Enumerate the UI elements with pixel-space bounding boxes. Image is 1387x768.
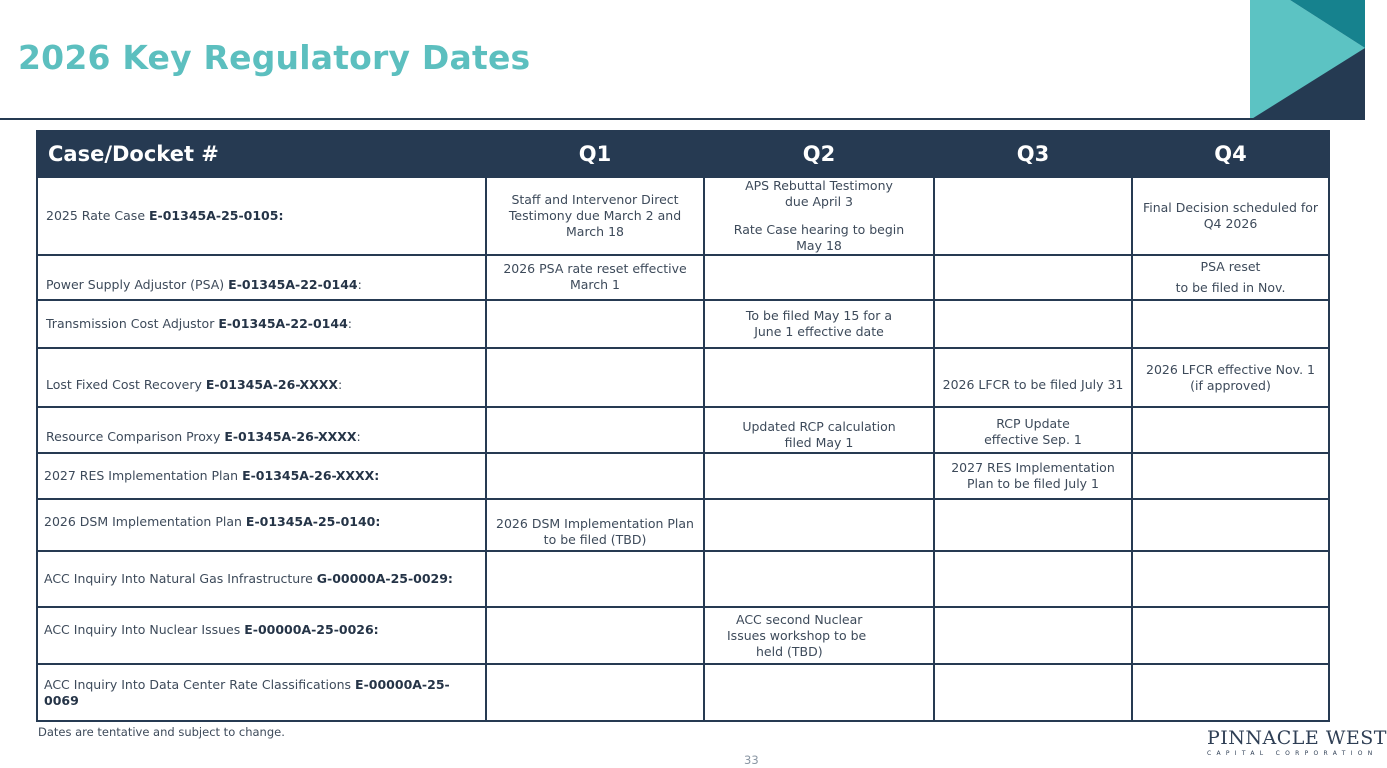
table-header-row xyxy=(37,131,1329,177)
header-q1: Q1 xyxy=(486,131,704,177)
docket-suffix: : xyxy=(338,376,343,392)
q2-cell xyxy=(704,607,934,664)
logo-wordmark: PINNACLE WEST xyxy=(1207,727,1387,749)
case-cell xyxy=(37,255,486,300)
docket-number-part1: E-00000A-25- xyxy=(355,676,450,692)
q3-cell xyxy=(934,255,1132,300)
table-row xyxy=(37,499,1329,551)
cell-text: Updated RCP calculation xyxy=(742,419,896,434)
q1-cell xyxy=(486,499,704,551)
q4-cell xyxy=(1132,499,1329,551)
docket-number: E-01345A-26-XXXX xyxy=(205,376,339,392)
cell-text: due April 3 xyxy=(784,194,854,209)
q2-cell xyxy=(704,177,934,255)
q4-cell xyxy=(1132,255,1329,300)
cell-text: ACC second Nuclear xyxy=(736,611,863,627)
q1-cell xyxy=(486,453,704,499)
logo-subtitle: CAPITAL CORPORATION xyxy=(1207,750,1378,757)
q2-cell xyxy=(704,348,934,407)
docket-number: E-01345A-25-0140: xyxy=(245,514,381,529)
cell-text: June 1 effective date xyxy=(754,324,884,339)
q4-cell xyxy=(1132,453,1329,499)
cell-text: March 18 xyxy=(566,224,624,239)
cell-text: PSA reset xyxy=(1200,259,1261,274)
case-cell xyxy=(37,664,486,721)
q4-cell xyxy=(1132,664,1329,721)
docket-suffix: : xyxy=(357,277,362,292)
cell-text: 2027 RES Implementation xyxy=(951,460,1115,475)
case-cell xyxy=(37,453,486,499)
q2-cell xyxy=(704,407,934,453)
docket-number: E-01345A-26-XXXX: xyxy=(242,468,380,483)
table-row xyxy=(37,348,1329,407)
cell-text: March 1 xyxy=(569,277,621,292)
cell-text: Staff and Intervenor Direct xyxy=(511,192,679,207)
cell-text: Final Decision scheduled for xyxy=(1142,200,1319,215)
cell-text: filed May 1 xyxy=(784,435,854,450)
q4-cell xyxy=(1132,407,1329,453)
title-divider xyxy=(0,118,1365,120)
page-title: 2026 Key Regulatory Dates xyxy=(18,38,531,77)
cell-text: Issues workshop to be xyxy=(727,627,867,643)
cell-text: held (TBD) xyxy=(756,643,823,659)
cell-text: to be filed (TBD) xyxy=(543,532,647,547)
case-name: ACC Inquiry Into Nuclear Issues xyxy=(44,622,245,637)
q1-cell xyxy=(486,300,704,348)
docket-number: E-01345A-22-0144 xyxy=(228,277,358,292)
docket-number: E-01345A-25-0105: xyxy=(149,208,284,223)
q2-cell xyxy=(704,551,934,607)
q2-cell xyxy=(704,453,934,499)
table-row xyxy=(37,551,1329,607)
q3-cell xyxy=(934,300,1132,348)
case-cell xyxy=(37,407,486,453)
page-number: 33 xyxy=(744,753,759,767)
q4-cell xyxy=(1132,607,1329,664)
cell-text: Plan to be filed July 1 xyxy=(966,476,1100,491)
docket-number: E-01345A-22-0144 xyxy=(218,316,348,331)
q4-cell xyxy=(1132,300,1329,348)
cell-text: To be filed May 15 for a xyxy=(745,308,893,323)
q2-cell xyxy=(704,255,934,300)
q3-cell xyxy=(934,551,1132,607)
q3-cell xyxy=(934,407,1132,453)
cell-text: Rate Case hearing to begin xyxy=(733,222,905,237)
footnote: Dates are tentative and subject to change. xyxy=(38,725,285,739)
case-cell xyxy=(37,607,486,664)
table-row xyxy=(37,407,1329,453)
cell-text: 2026 PSA rate reset effective xyxy=(503,261,687,276)
case-name: ACC Inquiry Into Data Center Rate Classifications xyxy=(44,676,356,692)
case-cell xyxy=(37,348,486,407)
q1-cell xyxy=(486,551,704,607)
q3-cell xyxy=(934,664,1132,721)
header-q4: Q4 xyxy=(1132,131,1329,177)
q3-cell xyxy=(934,177,1132,255)
q1-cell xyxy=(486,407,704,453)
cell-text: effective Sep. 1 xyxy=(984,432,1082,447)
docket-number: E-01345A-26-XXXX xyxy=(224,429,357,444)
q3-cell xyxy=(934,499,1132,551)
cell-text: May 18 xyxy=(796,238,842,253)
cell-text: RCP Update xyxy=(996,416,1070,431)
cell-text: to be filed in Nov. xyxy=(1175,280,1286,295)
case-cell xyxy=(37,551,486,607)
cell-text: 2026 DSM Implementation Plan xyxy=(496,516,694,531)
header-q3: Q3 xyxy=(934,131,1132,177)
q4-cell xyxy=(1132,348,1329,407)
docket-number: E-00000A-25-0026: xyxy=(244,622,379,637)
table-row xyxy=(37,453,1329,499)
case-name: 2026 DSM Implementation Plan xyxy=(44,514,246,529)
header-q2: Q2 xyxy=(704,131,934,177)
docket-number-part2: 0069 xyxy=(44,692,79,708)
cell-text: Testimony due March 2 and xyxy=(508,208,682,223)
case-name: 2025 Rate Case xyxy=(46,208,149,223)
q1-cell xyxy=(486,177,704,255)
q1-cell xyxy=(486,664,704,721)
cell-text: APS Rebuttal Testimony xyxy=(745,178,893,193)
case-name: ACC Inquiry Into Natural Gas Infrastructure xyxy=(44,571,317,586)
case-name: Resource Comparison Proxy xyxy=(46,429,225,444)
q4-cell xyxy=(1132,177,1329,255)
case-name: 2027 RES Implementation Plan xyxy=(44,468,243,483)
table-row xyxy=(37,607,1329,664)
docket-suffix: : xyxy=(347,316,352,331)
q1-cell xyxy=(486,607,704,664)
docket-number: G-00000A-25-0029: xyxy=(316,571,453,586)
cell-text: 2026 LFCR to be filed July 31 xyxy=(942,376,1124,392)
q3-cell xyxy=(934,348,1132,407)
case-name: Power Supply Adjustor (PSA) xyxy=(46,277,229,292)
q1-cell xyxy=(486,348,704,407)
case-name: Lost Fixed Cost Recovery xyxy=(46,376,206,392)
company-logo xyxy=(1207,727,1387,758)
regulatory-dates-table xyxy=(36,130,1330,722)
table-row xyxy=(37,300,1329,348)
q4-cell xyxy=(1132,551,1329,607)
q3-cell xyxy=(934,453,1132,499)
q2-cell xyxy=(704,300,934,348)
table-row xyxy=(37,664,1329,721)
q1-cell xyxy=(486,255,704,300)
cell-text: (if approved) xyxy=(1190,377,1271,393)
docket-suffix: : xyxy=(356,429,361,444)
case-name: Transmission Cost Adjustor xyxy=(46,316,219,331)
q2-cell xyxy=(704,499,934,551)
corner-decoration xyxy=(1250,0,1365,120)
q2-cell xyxy=(704,664,934,721)
header-case-docket: Case/Docket # xyxy=(37,131,486,177)
cell-text: 2026 LFCR effective Nov. 1 xyxy=(1146,361,1315,377)
cell-text: Q4 2026 xyxy=(1203,216,1258,231)
case-cell xyxy=(37,300,486,348)
case-cell xyxy=(37,499,486,551)
q3-cell xyxy=(934,607,1132,664)
table-row xyxy=(37,255,1329,300)
table-row xyxy=(37,177,1329,255)
case-cell xyxy=(37,177,486,255)
